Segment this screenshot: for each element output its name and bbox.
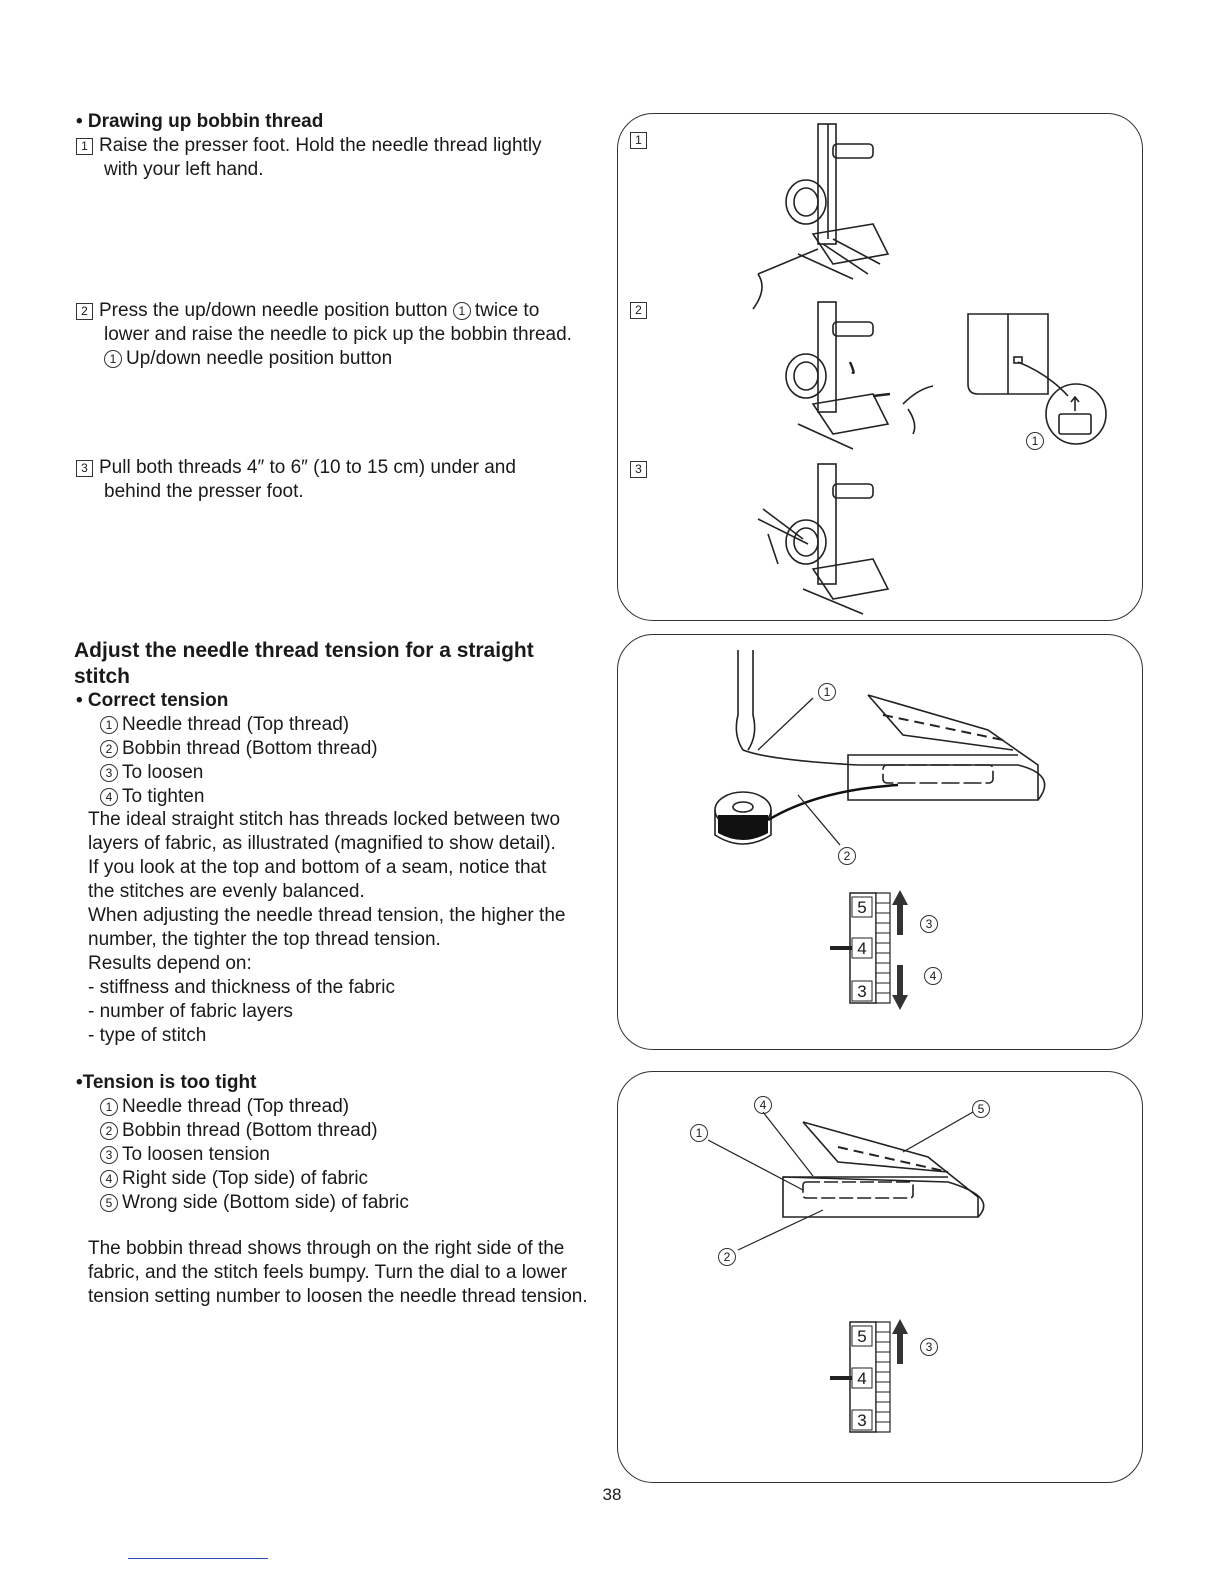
legend-number: 3 [100,1146,118,1164]
legend-text: To tighten [122,786,205,807]
body-line: the stitches are evenly balanced. [88,881,365,902]
dial-number-3: 3 [857,982,867,1001]
body-line: tension setting number to loosen the needle thread tension. [88,1286,588,1307]
callout-number-1: 1 [104,350,122,368]
correct-tension-legend [100,713,600,809]
footer-rule [128,1558,268,1559]
step-number-3: 3 [76,460,93,477]
dial-number-4: 4 [857,1369,867,1388]
tight-tension-legend [100,1095,600,1215]
fig-step-3-label: 3 [630,461,647,478]
legend-item [100,1167,600,1191]
fig3-callout-4: 4 [754,1096,772,1114]
page-number: 38 [602,1485,622,1504]
fig3-callout-3: 3 [920,1338,938,1356]
fig-step-2-label: 2 [630,302,647,319]
fig3-callout-2: 2 [718,1248,736,1266]
heading-line-2: stitch [74,665,131,688]
legend-item [100,737,600,761]
body-line: - number of fabric layers [88,1001,293,1022]
legend-number: 2 [100,1122,118,1140]
legend-text: To loosen [122,762,204,783]
legend-item [100,1191,600,1215]
figure-panel-correct-tension [617,634,1143,1050]
step-2-text: Press the up/down needle position button [99,300,448,321]
figure-panel-bobbin-thread [617,113,1143,621]
correct-tension-illustration [618,635,1142,1049]
subheading-tension-too-tight: •Tension is too tight [76,1072,257,1093]
dial-number-4: 4 [857,939,867,958]
fig2-callout-2: 2 [838,847,856,865]
legend-item [100,785,600,809]
step-3 [76,456,596,504]
step-2 [76,299,606,371]
step-1-text-2: with your left hand. [104,159,264,180]
legend-item [100,761,600,785]
body-line: When adjusting the needle thread tension, the higher the [88,905,566,926]
body-line: Results depend on: [88,953,252,974]
sewing-machine-illustration [618,114,1142,620]
legend-text: Needle thread (Top thread) [122,1096,350,1117]
fig3-callout-1: 1 [690,1124,708,1142]
fig2-callout-3: 3 [920,915,938,933]
heading-line-1: Adjust the needle thread tension for a straight [74,639,534,662]
legend-item [100,1119,600,1143]
legend-number: 4 [100,1170,118,1188]
legend-text: Needle thread (Top thread) [122,714,350,735]
legend-number: 1 [100,716,118,734]
legend-number: 2 [100,740,118,758]
legend-number: 1 [100,1098,118,1116]
legend-item [100,1143,600,1167]
step-2-callout [76,347,606,371]
body-line: layers of fabric, as illustrated (magnified to show detail). [88,833,556,854]
legend-text: To loosen tension [122,1144,270,1165]
machine-side-button-detail [968,314,1106,444]
step-2-text-2: lower and raise the needle to pick up the bobbin thread. [104,324,572,345]
legend-text: Wrong side (Bottom side) of fabric [122,1192,409,1213]
fig2-callout-4: 4 [924,967,942,985]
legend-item [100,1095,600,1119]
callout-1-text: Up/down needle position button [126,348,393,369]
step-3-text-2: behind the presser foot. [104,481,304,502]
step-3-text: Pull both threads 4″ to 6″ (10 to 15 cm) under and [99,457,516,478]
presser-foot-1 [753,124,888,309]
legend-text: Bobbin thread (Bottom thread) [122,738,378,759]
body-line: number, the tighter the top thread tension. [88,929,441,950]
dial-number-3: 3 [857,1411,867,1430]
legend-text: Bobbin thread (Bottom thread) [122,1120,378,1141]
fig3-callout-5: 5 [972,1100,990,1118]
fig-step-1-label: 1 [630,132,647,149]
fig1-callout-1: 1 [1026,432,1044,450]
dial-number-5: 5 [857,898,867,917]
legend-text: Right side (Top side) of fabric [122,1168,369,1189]
legend-number: 4 [100,788,118,806]
legend-item [100,713,600,737]
body-line: The bobbin thread shows through on the right side of the [88,1238,565,1259]
subheading-correct-tension: • Correct tension [76,690,229,711]
callout-1-inline: 1 [453,302,471,320]
presser-foot-3 [758,464,888,614]
step-number-2: 2 [76,303,93,320]
step-2-text-b: twice to [474,300,540,321]
figure-panel-tension-too-tight [617,1071,1143,1483]
presser-foot-2 [786,302,933,449]
correct-tension-body [88,808,613,1048]
body-line: - type of stitch [88,1025,207,1046]
fig2-callout-1: 1 [818,683,836,701]
tight-tension-body [88,1237,616,1309]
body-line: fabric, and the stitch feels bumpy. Turn the dial to a lower [88,1262,568,1283]
section-heading-adjust-tension [74,638,614,690]
step-number-1: 1 [76,138,93,155]
legend-number: 5 [100,1194,118,1212]
body-line: If you look at the top and bottom of a seam, notice that [88,857,547,878]
step-1 [76,134,596,182]
body-line: - stiffness and thickness of the fabric [88,977,395,998]
section-heading-drawing-up-bobbin: • Drawing up bobbin thread [76,111,324,132]
legend-number: 3 [100,764,118,782]
body-line: The ideal straight stitch has threads locked between two [88,809,561,830]
dial-number-5: 5 [857,1327,867,1346]
step-1-text: Raise the presser foot. Hold the needle thread lightly [99,135,542,156]
